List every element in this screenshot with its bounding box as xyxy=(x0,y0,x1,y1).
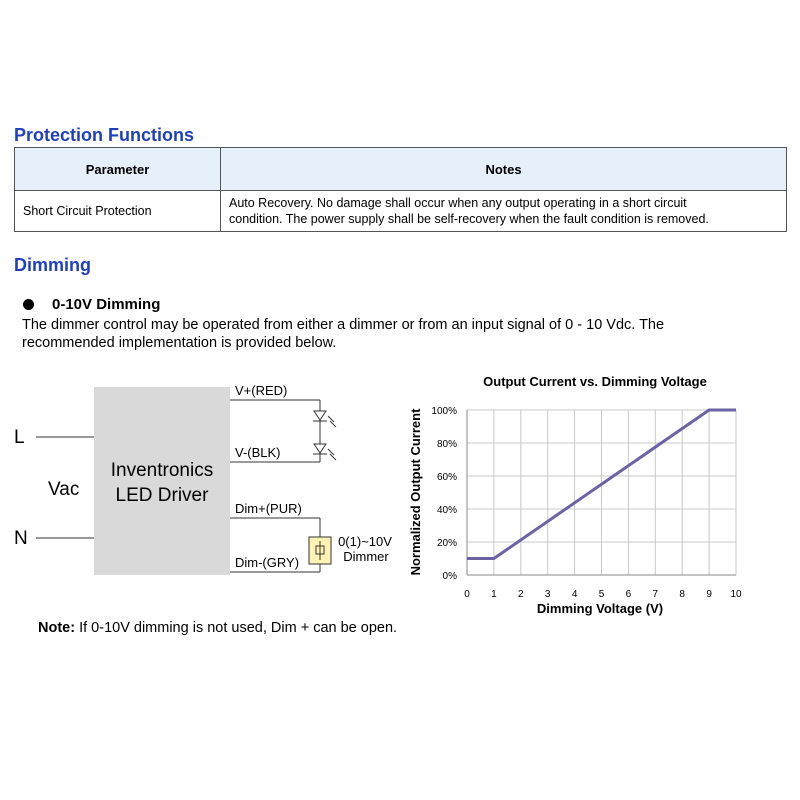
label-dim-plus: Dim+(PUR) xyxy=(235,501,302,516)
dimming-note xyxy=(38,620,397,636)
dimmer-label-1: 0(1)~10V xyxy=(338,534,392,549)
chart-x-tick-label: 7 xyxy=(652,589,659,600)
label-dim-minus: Dim-(GRY) xyxy=(235,555,300,570)
chart-y-axis-label: Normalized Output Current xyxy=(408,408,423,576)
driver-label-1: Inventronics xyxy=(110,460,214,481)
protection-section-title: Protection Functions xyxy=(14,125,194,145)
chart-x-tick-label: 3 xyxy=(544,589,551,600)
chart-y-tick-label: 100% xyxy=(431,406,457,417)
chart-x-tick-label: 0 xyxy=(464,589,470,600)
chart-y-tick-label: 80% xyxy=(436,439,457,450)
note-text: If 0-10V dimming is not used, Dim + can be open. xyxy=(75,620,398,636)
chart-y-tick-label: 40% xyxy=(436,505,457,516)
chart-x-tick-label: 4 xyxy=(571,589,578,600)
chart-x-tick-label: 9 xyxy=(706,589,712,600)
cell-parameter: Short Circuit Protection xyxy=(15,191,221,232)
chart-x-axis-label: Dimming Voltage (V) xyxy=(536,601,664,616)
chart-x-tick-label: 8 xyxy=(679,589,685,600)
chart-y-tick-label: 60% xyxy=(436,472,457,483)
chart-x-tick-label: 6 xyxy=(625,589,632,600)
label-v-minus: V-(BLK) xyxy=(235,445,281,460)
chart-title: Output Current vs. Dimming Voltage xyxy=(483,374,707,389)
chart-x-tick-label: 1 xyxy=(491,589,497,600)
description-line-1: The dimmer control may be operated from either a dimmer or from an input signal of 0 - 10 Vdc. The xyxy=(22,317,665,333)
chart-x-tick-label: 5 xyxy=(598,589,605,600)
notes-line-2: condition. The power supply shall be self-recovery when the fault condition is removed. xyxy=(229,212,709,226)
subtitle-text: 0-10V Dimming xyxy=(52,296,161,313)
notes-line-1: Auto Recovery. No damage shall occur when any output operating in a short circuit xyxy=(229,196,687,210)
chart-y-tick-label: 0% xyxy=(442,571,457,582)
label-L: L xyxy=(14,427,25,448)
description-line-2: recommended implementation is provided below. xyxy=(22,335,337,351)
chart-y-tick-label: 20% xyxy=(436,538,457,549)
dimming-section-title: Dimming xyxy=(14,255,92,275)
note-label: Note: xyxy=(38,620,76,636)
label-v-plus: V+(RED) xyxy=(235,383,288,398)
chart-x-tick-label: 2 xyxy=(518,589,524,600)
label-N: N xyxy=(14,528,28,549)
chart-x-tick-label: 10 xyxy=(730,589,742,600)
header-notes: Notes xyxy=(221,148,787,191)
driver-label-2: LED Driver xyxy=(115,485,209,506)
dimmer-label-2: Dimmer xyxy=(343,549,389,564)
label-vac: Vac xyxy=(48,479,80,500)
header-parameter: Parameter xyxy=(15,148,221,191)
